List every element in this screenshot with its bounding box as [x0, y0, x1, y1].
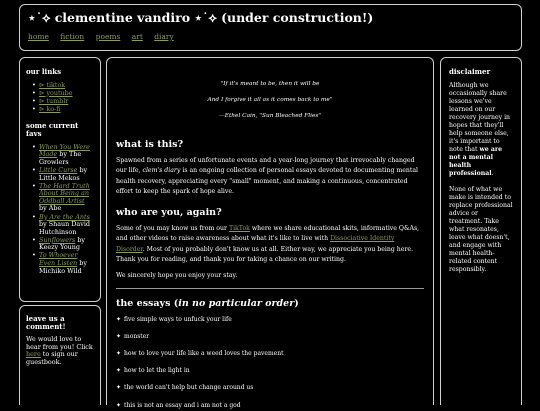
disclaimer-panel [440, 57, 522, 405]
fav-author: by Keezy Young [39, 235, 86, 252]
list-item [33, 144, 94, 167]
nav-home[interactable]: home [28, 32, 49, 41]
essays-heading-b: ) [294, 297, 299, 309]
epigraph [116, 80, 424, 120]
main-nav [28, 32, 513, 41]
list-item [33, 106, 94, 114]
fav-link[interactable]: Little Curse [39, 165, 78, 174]
list-item[interactable] [116, 366, 424, 376]
fav-link[interactable]: By Are the Ants [39, 212, 90, 221]
essay-title[interactable]: five simple ways to unfuck your life [124, 315, 232, 323]
who-paragraph [116, 224, 424, 265]
disclaimer-emphasis: we are not a mental health professional [449, 146, 503, 177]
list-item [33, 237, 94, 252]
essay-title[interactable]: this is not an essay and i am not a god [124, 401, 241, 409]
sparkle-icon: ✦ [116, 315, 122, 323]
did-link[interactable]: Dissociative Identity Disorder [116, 235, 395, 253]
list-item [33, 214, 94, 237]
comment-panel [19, 305, 101, 405]
links-list [26, 82, 94, 114]
what-text-post: is an ongoing collection of personal essays devoted to documenting mental health recovery, appreciating every "small" moment, and making a continuous, concentrated effort to keep the spark of hope alive. [116, 167, 419, 195]
links-panel [19, 57, 101, 302]
fav-author: by Little Mekos [39, 165, 88, 182]
sparkle-icon: ✦ [116, 367, 122, 375]
essay-title[interactable]: how to let the light in [124, 367, 190, 375]
list-item [33, 252, 94, 275]
what-text-pre: Spawned from a series of unfortunate events and a year-long journey that irrevocably changed our life, [116, 157, 415, 175]
essay-title[interactable]: how to love your life like a weed loves the pavement [124, 350, 284, 358]
main-content [106, 57, 434, 409]
essay-title[interactable]: the world can't help but change around us [124, 384, 254, 392]
who-text-3: . Most of you probably don't know us at all. Either way, we appreciate you being here. Thank you for reading, and thank you for taking a chance on our writing. [116, 245, 414, 264]
enjoy-paragraph: We sincerely hope you enjoy your stay. [116, 272, 238, 280]
essays-heading [116, 298, 424, 310]
nav-art[interactable]: art [131, 32, 143, 41]
sparkle-icon: ✦ [116, 401, 122, 409]
who-heading: who are you, again? [116, 207, 222, 219]
site-title: ⋆˙⟡ clementine vandiro ⋆˙⟡ (under construction!) [28, 10, 374, 25]
essays-heading-em: in no particular order [178, 297, 295, 309]
youtube-link[interactable]: ⊳ youtube [39, 88, 73, 97]
sparkle-icon: ✦ [116, 350, 122, 358]
fav-link[interactable]: When You Were Made [39, 142, 90, 159]
what-heading: what is this? [116, 139, 184, 150]
disclaimer-paragraph-2: None of what we make is intended to replace professional advice or treatment. Take what resonates, leave what doesn't, and engage with mental health-related content responsibly. [449, 186, 513, 273]
fav-link[interactable]: Sunflowers [39, 235, 76, 244]
sparkle-icon: ✦ [116, 332, 122, 340]
quote-attribution: —Ethel Cain, "Sun Bleached Flies" [218, 113, 322, 119]
disclaimer-text-pre: Although we occasionally share lessons we've learned on our recovery journey in hopes that they'll help someone else, it's important to note that [449, 82, 511, 153]
list-item[interactable] [116, 349, 424, 359]
site-header [19, 4, 522, 51]
list-item[interactable] [116, 315, 424, 325]
list-item[interactable] [116, 332, 424, 342]
kofi-link[interactable]: ⊳ ko-fi [39, 104, 61, 113]
disclaimer-heading: disclaimer [449, 67, 491, 76]
nav-fiction[interactable]: fiction [60, 32, 85, 41]
comment-text-post: to sign our guestbook. [26, 350, 78, 366]
who-text-1: Some of you may know us from our [116, 225, 229, 233]
list-item[interactable] [116, 383, 424, 393]
disclaimer-text-post: . [491, 170, 494, 177]
tiktok-link[interactable]: ⊳ tiktok [39, 80, 66, 89]
favs-heading: some current favs [26, 121, 79, 139]
nav-poems[interactable]: poems [95, 32, 121, 41]
essay-title[interactable]: monster [124, 332, 150, 340]
what-paragraph [116, 156, 424, 197]
fav-link[interactable]: To Whoever Even Listen [39, 251, 78, 268]
who-text-2: where we share educational skits, informative Q&As, and other videos to raise awareness about what it's like to live with [116, 225, 420, 243]
tiktok-inline-link[interactable]: TikTok [228, 225, 250, 233]
fav-author: by Michiko Wild [39, 259, 87, 275]
fav-author: by The Growlers [39, 150, 82, 166]
nav-diary[interactable]: diary [154, 32, 174, 41]
favs-list [26, 144, 94, 276]
links-heading: our links [26, 67, 62, 76]
essays-list [116, 315, 424, 411]
disclaimer-paragraph-1 [449, 82, 513, 178]
divider [116, 288, 424, 289]
list-item [33, 183, 94, 213]
guestbook-link[interactable]: here [26, 350, 41, 359]
quote-line: "If it's meant to be, then it will be [220, 81, 320, 87]
fav-link[interactable]: The Hard Truth About Being an Oddball Artist [39, 181, 90, 205]
list-item[interactable] [116, 401, 424, 411]
sparkle-icon: ✦ [116, 384, 122, 392]
tumblr-link[interactable]: ⊳ tumblr [39, 96, 69, 105]
comment-text [26, 336, 94, 366]
fav-author: by Abe [39, 204, 62, 213]
essays-heading-a: the essays ( [116, 297, 179, 309]
list-item [33, 167, 94, 182]
fav-author: by Shaun David Hutchinson [39, 220, 90, 236]
quote-line: And I forgive it all as it comes back to me" [207, 97, 333, 103]
comment-text-pre: We would love to hear from you! Click [26, 335, 93, 351]
diary-name: clem's diary [142, 167, 181, 175]
comment-heading: leave us a comment! [26, 314, 66, 331]
